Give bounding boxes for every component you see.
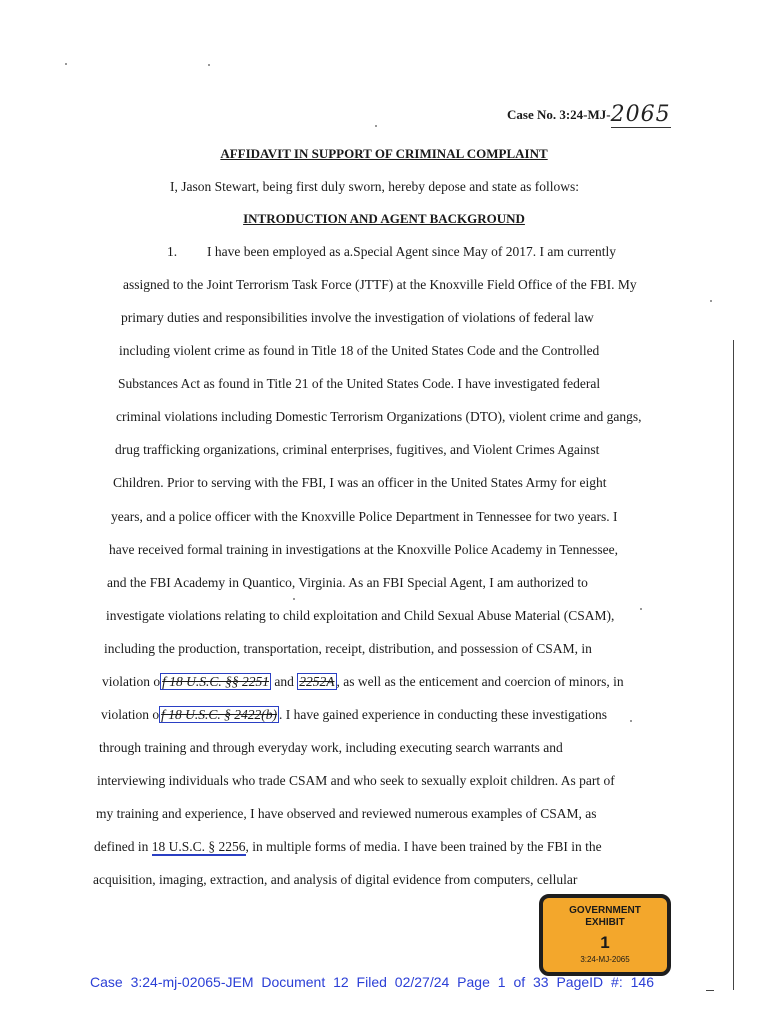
paragraph-line: criminal violations including Domestic Terrorism Organizations (DTO), violent crime and gangs, — [116, 409, 642, 424]
exhibit-case: 3:24-MJ-2065 — [580, 955, 630, 964]
scan-speck — [640, 608, 642, 610]
paragraph-line: years, and a police officer with the Knoxville Police Department in Tennessee for two years. I — [111, 509, 618, 524]
scan-speck — [710, 300, 712, 302]
exhibit-line2: EXHIBIT — [585, 917, 625, 928]
paragraph-line: through training and through everyday work, including executing search warrants and — [99, 740, 563, 755]
oath-statement: I, Jason Stewart, being first duly sworn, hereby depose and state as follows: — [170, 179, 580, 194]
paragraph-line: drug trafficking organizations, criminal enterprises, fugitives, and Violent Crimes Against — [115, 442, 600, 457]
case-number-label: Case No. 3:24-MJ- — [507, 107, 611, 122]
scan-speck — [630, 720, 632, 722]
paragraph-line: and the FBI Academy in Quantico, Virginia. As an FBI Special Agent, I am authorized to — [107, 575, 588, 590]
text-run: violation o — [101, 707, 160, 722]
exhibit-line1: GOVERNMENT — [569, 905, 641, 916]
scan-speck — [375, 125, 377, 127]
scan-speck — [65, 63, 67, 65]
text-run: defined in — [94, 839, 152, 854]
paragraph-line: Children. Prior to serving with the FBI, I was an officer in the United States Army for eight — [113, 475, 607, 490]
scan-margin-line — [733, 340, 734, 990]
paragraph-line — [102, 674, 624, 690]
scan-speck — [293, 598, 295, 600]
paragraph-line: including violent crime as found in Title 18 of the United States Code and the Controlled — [119, 343, 600, 358]
text-run: . I have gained experience in conducting these investigations — [279, 707, 608, 722]
paragraph-line: assigned to the Joint Terrorism Task Force (JTTF) at the Knoxville Field Office of the FBI. My — [123, 277, 637, 292]
paragraph-line: my training and experience, I have observed and reviewed numerous examples of CSAM, as — [96, 806, 597, 821]
paragraph-line: investigate violations relating to child exploitation and Child Sexual Abuse Material (CSAM), — [106, 608, 615, 623]
government-exhibit-sticker — [539, 894, 671, 976]
paragraph-line: acquisition, imaging, extraction, and analysis of digital evidence from computers, cellular — [93, 872, 578, 887]
paragraph-line: I have been employed as a.Special Agent since May of 2017. I am currently — [207, 244, 616, 259]
citation-link[interactable]: 18 U.S.C. § 2256 — [151, 839, 246, 854]
paragraph-number: 1. — [167, 244, 178, 259]
scan-speck — [208, 64, 210, 66]
citation-link[interactable]: f 18 U.S.C. § 2422(b) — [161, 707, 277, 722]
text-run: , in multiple forms of media. I have been trained by the FBI in the — [245, 839, 602, 854]
citation-link[interactable]: f 18 U.S.C. §§ 2251 — [162, 674, 270, 689]
case-number-handwritten: 2065 — [610, 102, 671, 127]
text-run: and — [271, 674, 298, 689]
paragraph-line: have received formal training in investigations at the Knoxville Police Academy in Tennessee, — [109, 542, 619, 557]
scan-margin-tick — [706, 990, 714, 991]
text-run: violation o — [102, 674, 161, 689]
paragraph-line — [94, 839, 602, 855]
text-run: , as well as the enticement and coercion of minors, in — [336, 674, 624, 689]
citation-link[interactable]: 2252A — [299, 674, 335, 689]
case-number — [507, 100, 671, 125]
paragraph-line: including the production, transportation, receipt, distribution, and possession of CSAM, in — [104, 641, 592, 656]
court-filing-footer: Case 3:24-mj-02065-JEM Document 12 Filed 02/27/24 Page 1 of 33 PageID #: 146 — [90, 974, 654, 990]
document-title: AFFIDAVIT IN SUPPORT OF CRIMINAL COMPLAINT — [220, 146, 548, 161]
exhibit-number: 1 — [600, 933, 610, 952]
paragraph-line: interviewing individuals who trade CSAM and who seek to sexually exploit children. As part of — [97, 773, 615, 788]
paragraph-line: Substances Act as found in Title 21 of the United States Code. I have investigated federal — [118, 376, 601, 391]
paragraph-line — [101, 707, 607, 723]
paragraph-line: primary duties and responsibilities involve the investigation of violations of federal law — [121, 310, 594, 325]
section-heading: INTRODUCTION AND AGENT BACKGROUND — [243, 211, 525, 226]
